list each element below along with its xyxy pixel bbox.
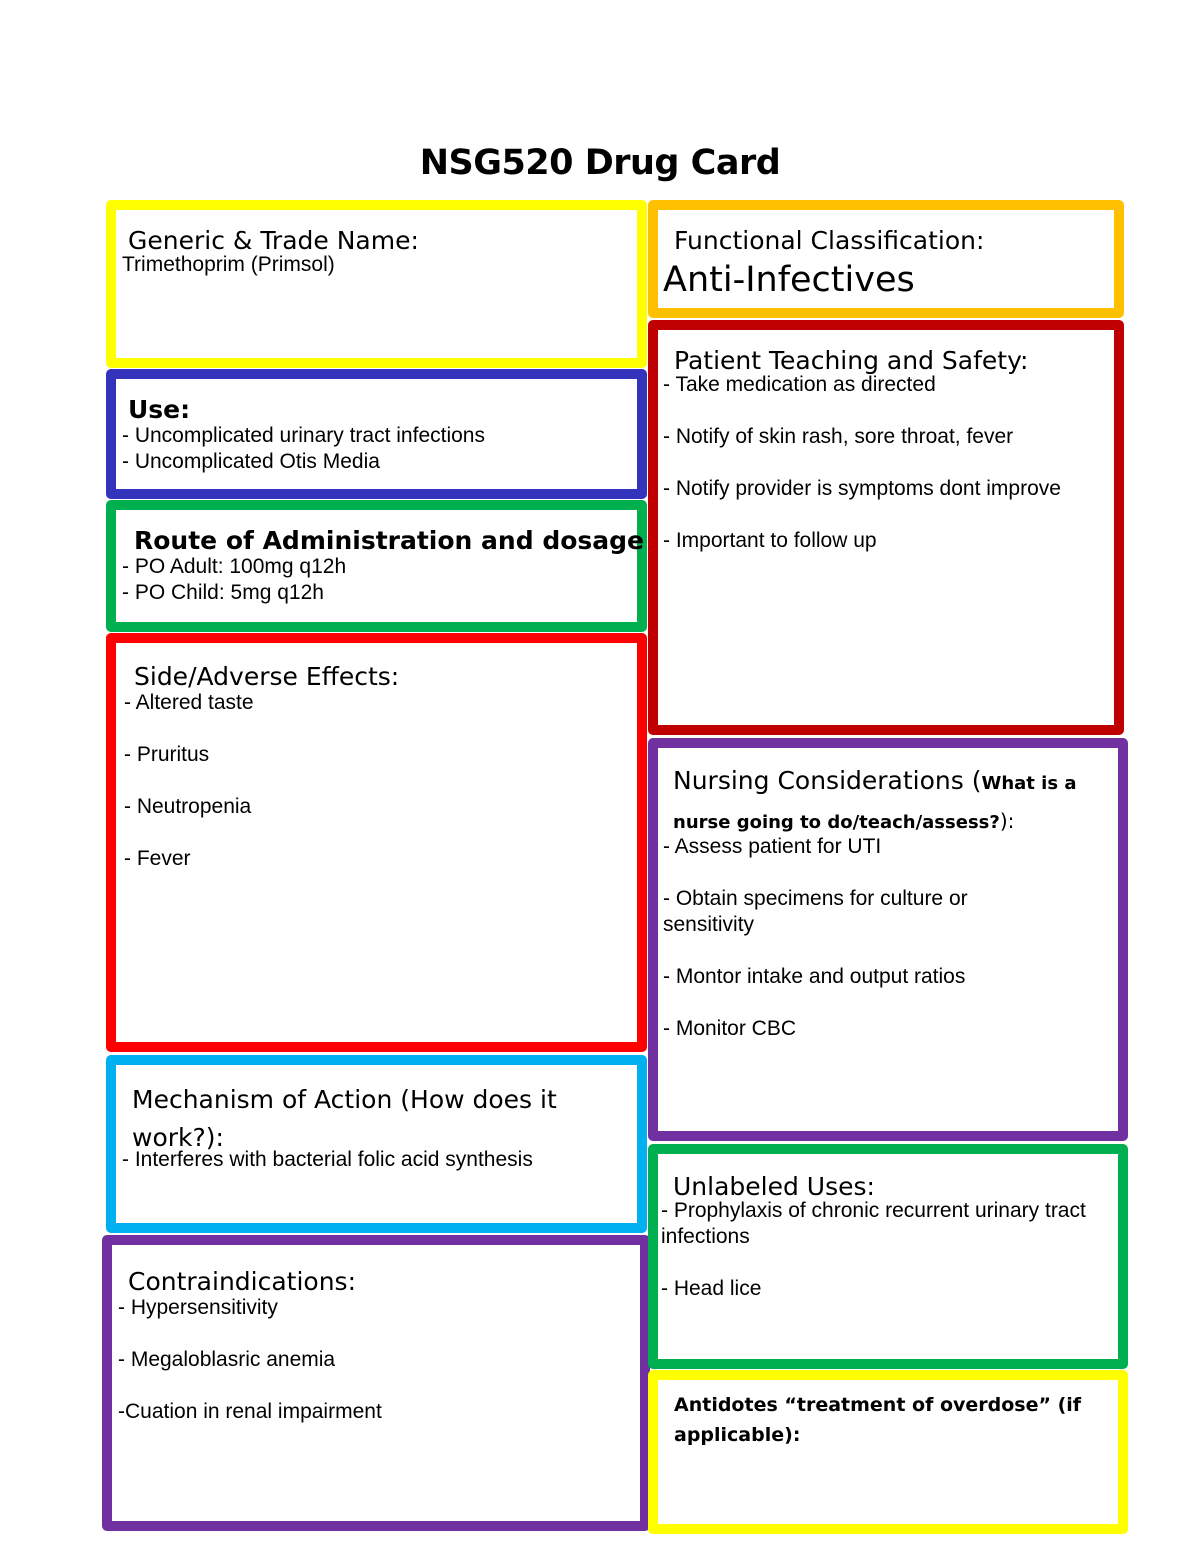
patient-teaching-item: - Notify provider is symptoms dont improve — [663, 477, 1061, 500]
mechanism-title-line1: Mechanism of Action (How does it — [132, 1085, 557, 1114]
page-title: NSG520 Drug Card — [419, 143, 781, 183]
functional-classification-value: Anti-Infectives — [663, 260, 915, 300]
contraindication-item: -Cuation in renal impairment — [118, 1400, 382, 1423]
generic-trade-name-value: Trimethoprim (Primsol) — [122, 253, 335, 276]
route-dosage-box — [106, 500, 647, 632]
unlabeled-uses-box — [648, 1144, 1128, 1369]
antidotes-box — [648, 1370, 1128, 1534]
patient-teaching-item: - Important to follow up — [663, 529, 877, 552]
nursing-title-bold-2: nurse going to do/teach/assess? — [673, 812, 1000, 833]
unlabeled-uses-list — [661, 1198, 1101, 1302]
patient-teaching-list — [663, 372, 1114, 554]
route-dosage-item: - PO Child: 5mg q12h — [122, 581, 324, 604]
side-effects-list — [124, 690, 637, 872]
nursing-title-suffix: ): — [999, 809, 1015, 833]
side-effect-item: - Neutropenia — [124, 795, 252, 818]
nursing-considerations-box — [648, 738, 1128, 1141]
contraindications-box — [102, 1235, 650, 1531]
functional-classification-title: Functional Classification: — [674, 226, 985, 255]
patient-teaching-item: - Notify of skin rash, sore throat, fever — [663, 425, 1014, 448]
contraindications-list — [118, 1295, 640, 1425]
mechanism-list — [122, 1147, 637, 1173]
nursing-considerations-title — [673, 762, 1118, 800]
generic-trade-name-box — [106, 200, 647, 368]
generic-trade-name-title: Generic & Trade Name: — [128, 226, 419, 255]
unlabeled-uses-title: Unlabeled Uses: — [673, 1172, 875, 1201]
route-dosage-title: Route of Administration and dosage — [134, 526, 644, 555]
nursing-considerations-list — [663, 834, 1023, 1042]
use-box — [106, 369, 647, 499]
unlabeled-use-item: - Head lice — [661, 1277, 762, 1300]
use-item: - Uncomplicated urinary tract infections — [122, 424, 485, 447]
side-effects-box — [106, 633, 647, 1052]
nursing-item: - Monitor CBC — [663, 1017, 797, 1040]
contraindication-item: - Hypersensitivity — [118, 1296, 278, 1319]
mechanism-title-line2: work?): — [132, 1123, 224, 1152]
nursing-item: - Obtain specimens for culture or sensitivity — [663, 887, 968, 936]
patient-teaching-title: Patient Teaching and Safety: — [674, 346, 1029, 375]
contraindications-title: Contraindications: — [128, 1267, 357, 1296]
mechanism-item: - Interferes with bacterial folic acid synthesis — [122, 1148, 533, 1171]
nursing-item: - Montor intake and output ratios — [663, 965, 966, 988]
nursing-title-bold-1: What is a — [981, 773, 1077, 794]
nursing-title-text: Nursing Considerations ( — [673, 766, 982, 795]
side-effect-item: - Pruritus — [124, 743, 210, 766]
antidotes-title-line1: Antidotes “treatment of overdose” (if — [674, 1394, 1082, 1416]
functional-classification-box — [648, 200, 1124, 318]
patient-teaching-box — [648, 320, 1124, 735]
nursing-item: - Assess patient for UTI — [663, 835, 882, 858]
side-effect-item: - Altered taste — [124, 691, 254, 714]
patient-teaching-item: - Take medication as directed — [663, 373, 936, 396]
use-title: Use: — [128, 395, 191, 424]
use-item: - Uncomplicated Otis Media — [122, 450, 380, 473]
route-dosage-item: - PO Adult: 100mg q12h — [122, 555, 347, 578]
antidotes-title-line2: applicable): — [674, 1424, 801, 1446]
contraindication-item: - Megaloblasric anemia — [118, 1348, 336, 1371]
use-list — [122, 423, 637, 475]
side-effects-title: Side/Adverse Effects: — [134, 662, 400, 691]
unlabeled-use-item: - Prophylaxis of chronic recurrent urinary tract infections — [661, 1199, 1086, 1248]
mechanism-box — [106, 1055, 647, 1233]
side-effect-item: - Fever — [124, 847, 191, 870]
route-dosage-list — [122, 554, 637, 606]
